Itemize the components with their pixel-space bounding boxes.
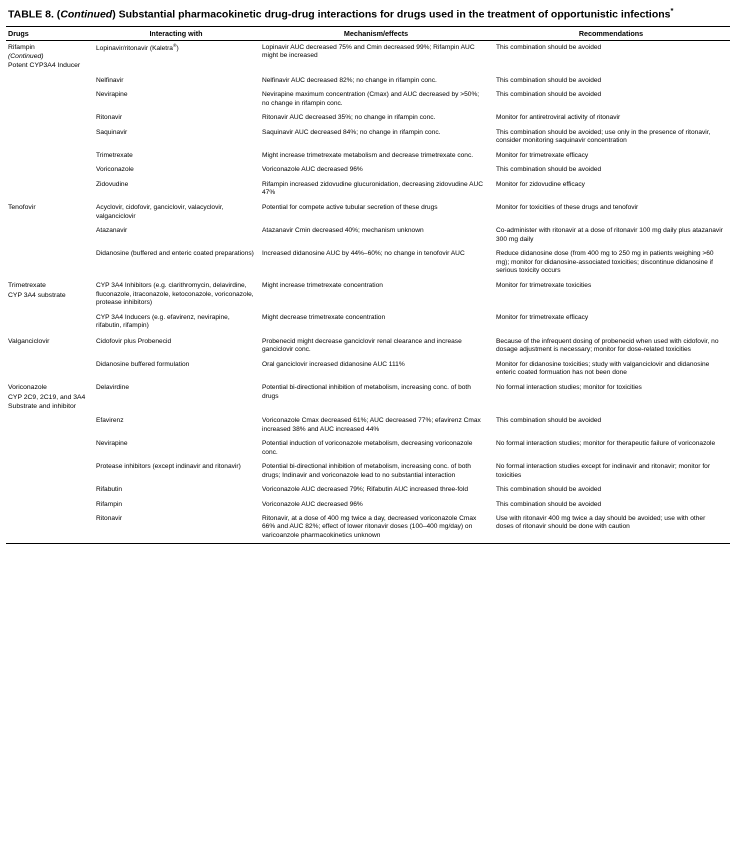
recommendation-cell: Monitor for zidovudine efficacy — [496, 180, 585, 188]
interacting-drug-cell: Nevirapine — [96, 440, 128, 448]
drug-class-note: CYP 3A4 substrate — [8, 292, 66, 300]
table-row — [6, 247, 730, 278]
recommendation-cell: This combination should be avoided — [496, 500, 602, 508]
drug-name-cell — [6, 126, 94, 149]
interacting-drug-cell: CYP 3A4 Inhibitors (e.g. clarithromycin, delavirdine, fluconazole, itraconazole, ketoconazole, voriconazole, protease inhibitors) — [96, 282, 254, 307]
recommendation-cell: No formal interaction studies; monitor for toxicities — [496, 384, 642, 392]
interacting-drug-cell: Rifampin — [96, 500, 123, 508]
recommendation-cell: Use with ritonavir 400 mg twice a day should be avoided; use with other doses of ritonavir should be done with caution — [494, 512, 730, 544]
column-header-interacting-with: Interacting with — [94, 26, 260, 40]
mechanism-cell: Potential bi-directional inhibition of metabolism, increasing conc. of both drugs — [262, 384, 471, 400]
mechanism-cell: Nevirapine maximum concentration (Cmax) and AUC decreased by >50%; no change in rifampin conc. — [262, 91, 480, 107]
table-row — [6, 498, 730, 512]
drug-class-note: CYP 2C9, 2C19, and 3A4 Substrate and inhibitor — [8, 394, 86, 410]
mechanism-cell: Oral ganciclovir increased didanosine AUC 111% — [262, 360, 405, 368]
table-header — [6, 26, 730, 40]
drug-name-cell — [6, 224, 94, 247]
recommendation-cell: No formal interaction studies; monitor for therapeutic failure of voriconazole — [496, 440, 716, 448]
table-row — [6, 178, 730, 201]
column-header-drugs: Drugs — [6, 26, 94, 40]
column-header-recommendations: Recommendations — [494, 26, 730, 40]
drug-name: Rifampin — [8, 43, 35, 51]
recommendation-cell: This combination should be avoided — [496, 166, 602, 174]
drug-name-cell — [6, 40, 94, 74]
drug-name: Valganciclovir — [8, 337, 50, 345]
table-title-suffix: ) Substantial pharmacokinetic drug-drug interactions for drugs used in the treatment of opportunistic infections — [112, 8, 671, 21]
mechanism-cell: Nelfinavir AUC decreased 82%; no change in rifampin conc. — [262, 77, 437, 84]
mechanism-cell: Potential for compete active tubular secretion of these drugs — [262, 204, 438, 212]
mechanism-cell: Voriconazole AUC decreased 96% — [262, 166, 363, 174]
table-header-row — [6, 26, 730, 40]
drug-name-cell — [6, 311, 94, 334]
drug-name-cell — [6, 334, 94, 358]
drug-name-cell — [6, 88, 94, 111]
interacting-drug-cell: Lopinavir/ritonavir (Kaletra®) — [96, 43, 179, 53]
interacting-drug-cell: Efavirenz — [96, 417, 124, 425]
interacting-drug-cell: Nevirapine — [96, 91, 128, 99]
drug-name-cell — [6, 414, 94, 437]
drug-class-note: Potent CYP3A4 Inducer — [8, 62, 81, 70]
table-title-asterisk: * — [670, 6, 674, 15]
interacting-drug-cell: Nelfinavir — [96, 77, 124, 84]
interacting-drug-cell: Acyclovir, cidofovir, ganciclovir, valacyclovir, valganciclovir — [96, 204, 224, 220]
table-row — [6, 88, 730, 111]
drug-name: Voriconazole — [8, 384, 47, 392]
recommendation-cell: Monitor for trimetrexate efficacy — [496, 151, 589, 159]
mechanism-cell: Rifampin increased zidovudine glucuronidation, decreasing zidovudine AUC 47% — [262, 180, 484, 196]
table-row — [6, 483, 730, 497]
interacting-drug-cell: Trimetrexate — [96, 151, 133, 159]
mechanism-cell: Lopinavir AUC decreased 75% and Cmin decreased 99%; Rifampin AUC might be increased — [262, 43, 475, 60]
recommendation-cell: Reduce didanosine dose (from 400 mg to 250 mg in patients weighing >60 mg); monitor for didanosine-associated toxicities; discontinue didanosine if serious toxicity occurs — [496, 250, 714, 274]
mechanism-cell: Voriconazole AUC decreased 96% — [262, 500, 363, 508]
table-title — [6, 6, 730, 22]
mechanism-cell: Ritonavir AUC decreased 35%; no change in rifampin conc. — [262, 114, 436, 122]
interacting-drug-cell: Ritonavir — [94, 512, 260, 544]
table-row — [6, 126, 730, 149]
recommendation-cell: Monitor for antiretroviral activity of ritonavir — [496, 114, 621, 122]
recommendation-cell: No formal interaction studies except for indinavir and ritonavir; monitor for toxicities — [496, 463, 711, 479]
interacting-drug-cell: Atazanavir — [96, 227, 128, 235]
interacting-drug-cell: Didanosine buffered formulation — [96, 360, 190, 368]
recommendation-cell: Monitor for trimetrexate toxicities — [496, 282, 592, 290]
mechanism-cell: Voriconazole Cmax decreased 61%; AUC decreased 77%; efavirenz Cmax increased 38% and AUC increased 44% — [262, 417, 481, 433]
interacting-drug-cell: Rifabutin — [96, 486, 123, 494]
recommendation-cell: This combination should be avoided — [496, 77, 602, 84]
drug-name-cell — [6, 149, 94, 163]
recommendation-cell: Monitor for toxicities of these drugs and tenofovir — [496, 204, 639, 212]
table-row — [6, 224, 730, 247]
recommendation-cell: Monitor for didanosine toxicities; study with valganciclovir and didanosine enteric coated formuation has not been done — [496, 360, 710, 376]
mechanism-cell: Might increase trimetrexate concentration — [262, 282, 383, 290]
mechanism-cell: Voriconazole AUC decreased 79%; Rifabutin AUC increased three-fold — [262, 486, 468, 494]
mechanism-cell: Increased didanosine AUC by 44%–60%; no change in tenofovir AUC — [262, 250, 465, 258]
mechanism-cell: Atazanavir Cmin decreased 40%; mechanism unknown — [262, 227, 424, 235]
table-title-continued: Continued — [60, 8, 113, 21]
mechanism-cell: Might increase trimetrexate metabolism and decrease trimetrexate conc. — [262, 151, 474, 159]
interacting-drug-cell: Saquinavir — [96, 128, 128, 136]
interacting-drug-cell: Ritonavir — [96, 114, 123, 122]
drug-name-cell — [6, 498, 94, 512]
table-row — [6, 380, 730, 414]
table-row — [6, 358, 730, 381]
recommendation-cell: Co-administer with ritonavir at a dose of ritonavir 100 mg daily plus atazanavir 300 mg daily — [496, 227, 723, 243]
mechanism-cell: Potential induction of voriconazole metabolism, decreasing voriconazole conc. — [262, 440, 473, 456]
interacting-drug-cell: Delavirdine — [96, 384, 129, 392]
drug-name-cell — [6, 512, 94, 544]
recommendation-cell: This combination should be avoided — [496, 43, 602, 51]
drug-name-cell — [6, 483, 94, 497]
table-row — [6, 414, 730, 437]
table-row — [6, 40, 730, 74]
drug-name-cell — [6, 380, 94, 414]
interacting-drug-cell: Zidovudine — [96, 180, 129, 188]
mechanism-cell: Potential bi-directional inhibition of metabolism, increasing conc. of both drugs; Indinavir and voriconazole lead to no substantial interaction — [262, 463, 471, 479]
interacting-drug-cell: Cidofovir plus Probenecid — [96, 337, 172, 345]
drug-interactions-table — [6, 26, 730, 544]
mechanism-cell: Probenecid might decrease ganciclovir renal clearance and increase ganciclovir conc. — [262, 337, 462, 354]
drug-name-cell — [6, 460, 94, 483]
table-row — [6, 200, 730, 224]
table-body — [6, 40, 730, 543]
table-row — [6, 437, 730, 460]
recommendation-cell: This combination should be avoided — [496, 417, 602, 425]
drug-name-cell — [6, 358, 94, 381]
table-row — [6, 149, 730, 163]
drug-name-cell — [6, 437, 94, 460]
recommendation-cell: Monitor for trimetrexate efficacy — [496, 313, 589, 321]
table-row — [6, 460, 730, 483]
table-row — [6, 111, 730, 125]
interacting-drug-cell: Didanosine (buffered and enteric coated preparations) — [96, 250, 254, 258]
interacting-drug-cell: CYP 3A4 Inducers (e.g. efavirenz, nevirapine, rifabutin, rifampin) — [96, 313, 230, 330]
drug-name-cell — [6, 111, 94, 125]
drug-name-cell — [6, 247, 94, 278]
drug-name: Tenofovir — [8, 204, 36, 212]
mechanism-cell: Ritonavir, at a dose of 400 mg twice a day, decreased voriconazole Cmax 66% and AUC 82%; effect of lower ritonavir doses (100–400 mg/day) on varicoanzole pharmacokinetics unknown — [260, 512, 494, 544]
interacting-drug-cell: Voriconazole — [96, 166, 134, 174]
drug-name-cell — [6, 74, 94, 88]
mechanism-cell: Saquinavir AUC decreased 84%; no change in rifampin conc. — [262, 128, 441, 136]
mechanism-cell: Might decrease trimetrexate concentration — [262, 313, 386, 321]
drug-name-cell — [6, 163, 94, 177]
table-row — [6, 74, 730, 88]
drug-name-cell — [6, 178, 94, 201]
drug-name-cell — [6, 200, 94, 224]
interacting-drug-cell: Protease inhibitors (except indinavir and ritonavir) — [96, 463, 241, 471]
recommendation-cell: This combination should be avoided — [496, 486, 602, 494]
recommendation-cell: Because of the infrequent dosing of probenecid when used with cidofovir, no dosage adjustment is necessary; monitor for dose-related toxicities — [496, 337, 719, 354]
recommendation-cell: This combination should be avoided; use only in the presence of ritonavir, consider monitoring saquinavir concentration — [496, 128, 711, 145]
recommendation-cell: This combination should be avoided — [496, 91, 602, 99]
drug-name: Trimetrexate — [8, 282, 46, 290]
table-row — [6, 278, 730, 310]
table-row — [6, 334, 730, 358]
drug-name-cell — [6, 278, 94, 310]
table-row — [6, 512, 730, 544]
table-title-prefix: TABLE 8. ( — [8, 8, 61, 21]
drug-name-note: (Continued) — [8, 52, 44, 60]
table-row — [6, 311, 730, 334]
table-row — [6, 163, 730, 177]
column-header-mechanism: Mechanism/effects — [260, 26, 494, 40]
